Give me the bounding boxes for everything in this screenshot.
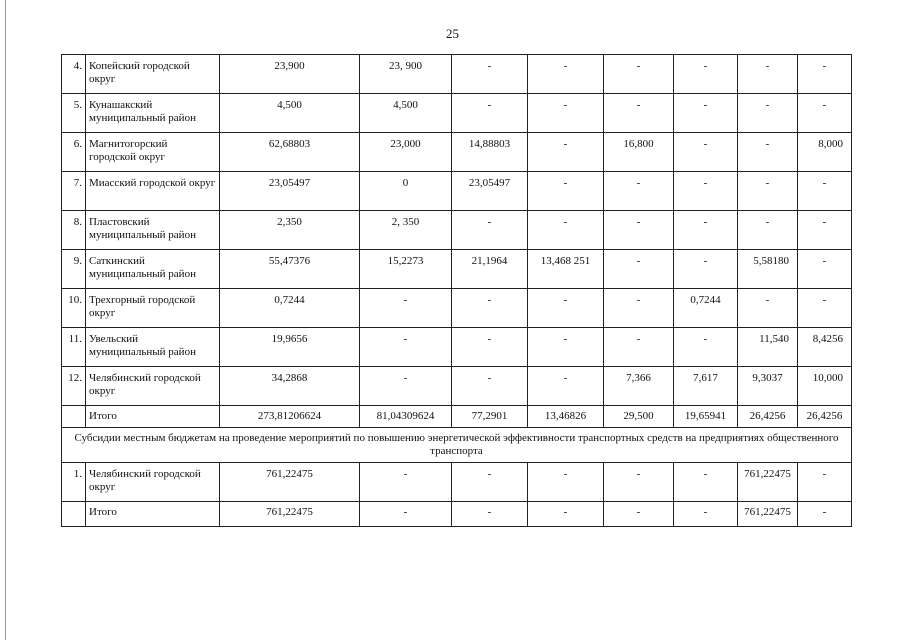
total-row (62, 502, 852, 527)
value-cell: 7,617 (674, 367, 738, 406)
row-number-empty (62, 502, 86, 527)
value-cell: - (604, 211, 674, 250)
value-cell: - (360, 328, 452, 367)
value-cell: 23,000 (360, 133, 452, 172)
value-cell: - (528, 55, 604, 94)
municipality-name: Пластовский муниципальный район (86, 211, 220, 250)
table-row (62, 328, 852, 367)
row-number: 7. (62, 172, 86, 211)
value-cell: - (604, 94, 674, 133)
value-cell: 761,22475 (738, 463, 798, 502)
value-cell: 0 (360, 172, 452, 211)
value-cell: - (528, 289, 604, 328)
value-total: 62,68803 (220, 133, 360, 172)
value-cell: - (604, 172, 674, 211)
page-number: 25 (446, 26, 459, 41)
value-cell: - (798, 94, 852, 133)
row-number: 9. (62, 250, 86, 289)
value-total: 23,900 (220, 55, 360, 94)
value-cell: - (528, 133, 604, 172)
value-cell: 0,7244 (674, 289, 738, 328)
row-number: 6. (62, 133, 86, 172)
value-cell: - (738, 133, 798, 172)
value-cell: - (798, 289, 852, 328)
value-cell: - (452, 502, 528, 527)
value-cell: - (798, 172, 852, 211)
value-cell: - (798, 55, 852, 94)
municipality-name: Увельский муниципальный район (86, 328, 220, 367)
value-cell: - (360, 502, 452, 527)
value-cell: - (528, 367, 604, 406)
value-cell: - (738, 172, 798, 211)
table-row (62, 55, 852, 94)
value-cell: - (798, 502, 852, 527)
value-cell: - (674, 250, 738, 289)
value-total: 273,81206624 (220, 406, 360, 428)
value-cell: - (674, 463, 738, 502)
municipality-name: Трехгорный городской округ (86, 289, 220, 328)
table-row (62, 94, 852, 133)
value-cell: 13,46826 (528, 406, 604, 428)
row-number-empty (62, 406, 86, 428)
value-cell: 2, 350 (360, 211, 452, 250)
value-cell: - (360, 289, 452, 328)
table-row (62, 172, 852, 211)
value-cell: - (528, 94, 604, 133)
value-cell: - (604, 502, 674, 527)
value-total: 19,9656 (220, 328, 360, 367)
value-cell: - (674, 502, 738, 527)
row-number: 10. (62, 289, 86, 328)
value-cell: - (528, 172, 604, 211)
value-cell: - (604, 289, 674, 328)
value-total: 2,350 (220, 211, 360, 250)
value-cell: 77,2901 (452, 406, 528, 428)
value-cell: - (798, 463, 852, 502)
value-cell: 7,366 (604, 367, 674, 406)
value-cell: - (674, 133, 738, 172)
value-total: 23,05497 (220, 172, 360, 211)
municipality-name: Кунашакский муниципальный район (86, 94, 220, 133)
value-cell: 761,22475 (738, 502, 798, 527)
value-cell: - (674, 172, 738, 211)
value-cell: 23,05497 (452, 172, 528, 211)
table-row (62, 289, 852, 328)
value-total: 4,500 (220, 94, 360, 133)
value-cell: - (604, 250, 674, 289)
value-cell: - (360, 367, 452, 406)
value-cell: - (798, 250, 852, 289)
value-cell: - (360, 463, 452, 502)
section-header-row (62, 428, 852, 463)
value-cell: - (674, 94, 738, 133)
municipality-name: Саткинский муниципальный район (86, 250, 220, 289)
value-cell: 15,2273 (360, 250, 452, 289)
value-cell: 9,3037 (738, 367, 798, 406)
value-cell: 10,000 (798, 367, 852, 406)
value-cell: - (738, 55, 798, 94)
total-label: Итого (86, 502, 220, 527)
municipality-name: Челябинский городской округ (86, 367, 220, 406)
value-cell: 13,468 251 (528, 250, 604, 289)
value-cell: - (452, 211, 528, 250)
row-number: 5. (62, 94, 86, 133)
value-cell: - (452, 289, 528, 328)
value-cell: - (738, 211, 798, 250)
value-cell: - (674, 328, 738, 367)
left-margin-line (5, 0, 6, 640)
value-cell: - (738, 94, 798, 133)
value-cell: 8,000 (798, 133, 852, 172)
total-row (62, 406, 852, 428)
budget-table (61, 54, 852, 527)
value-cell: - (452, 55, 528, 94)
value-total: 55,47376 (220, 250, 360, 289)
value-cell: 26,4256 (798, 406, 852, 428)
table-row (62, 211, 852, 250)
value-cell: - (604, 328, 674, 367)
municipality-name: Магнитогорский городской округ (86, 133, 220, 172)
value-total: 761,22475 (220, 463, 360, 502)
table-row (62, 463, 852, 502)
value-cell: - (674, 55, 738, 94)
value-cell: - (798, 211, 852, 250)
municipality-name: Челябинский городской округ (86, 463, 220, 502)
value-cell: 11,540 (738, 328, 798, 367)
value-cell: 4,500 (360, 94, 452, 133)
value-cell: - (452, 463, 528, 502)
value-cell: - (452, 94, 528, 133)
value-cell: - (528, 502, 604, 527)
row-number: 12. (62, 367, 86, 406)
row-number: 8. (62, 211, 86, 250)
value-cell: - (604, 463, 674, 502)
value-cell: 8,4256 (798, 328, 852, 367)
value-cell: 19,65941 (674, 406, 738, 428)
value-cell: - (528, 328, 604, 367)
municipality-name: Миасский городской округ (86, 172, 220, 211)
value-cell: 81,04309624 (360, 406, 452, 428)
table-row (62, 250, 852, 289)
value-cell: - (452, 328, 528, 367)
row-number: 1. (62, 463, 86, 502)
value-cell: - (452, 367, 528, 406)
municipality-name: Копейский городской округ (86, 55, 220, 94)
value-cell: - (528, 463, 604, 502)
value-cell: - (674, 211, 738, 250)
value-cell: 16,800 (604, 133, 674, 172)
value-cell: - (528, 211, 604, 250)
value-cell: 5,58180 (738, 250, 798, 289)
value-cell: - (604, 55, 674, 94)
value-cell: 21,1964 (452, 250, 528, 289)
total-label: Итого (86, 406, 220, 428)
value-cell: 29,500 (604, 406, 674, 428)
row-number: 4. (62, 55, 86, 94)
value-total: 34,2868 (220, 367, 360, 406)
value-cell: 23, 900 (360, 55, 452, 94)
row-number: 11. (62, 328, 86, 367)
value-total: 761,22475 (220, 502, 360, 527)
value-cell: - (738, 289, 798, 328)
table-body (62, 55, 852, 527)
table-row (62, 367, 852, 406)
value-cell: 26,4256 (738, 406, 798, 428)
table-row (62, 133, 852, 172)
value-total: 0,7244 (220, 289, 360, 328)
value-cell: 14,88803 (452, 133, 528, 172)
section-title: Субсидии местным бюджетам на проведение мероприятий по повышению энергетической эффективности транспортных средств на предприятиях общественного транспорта (62, 428, 852, 463)
